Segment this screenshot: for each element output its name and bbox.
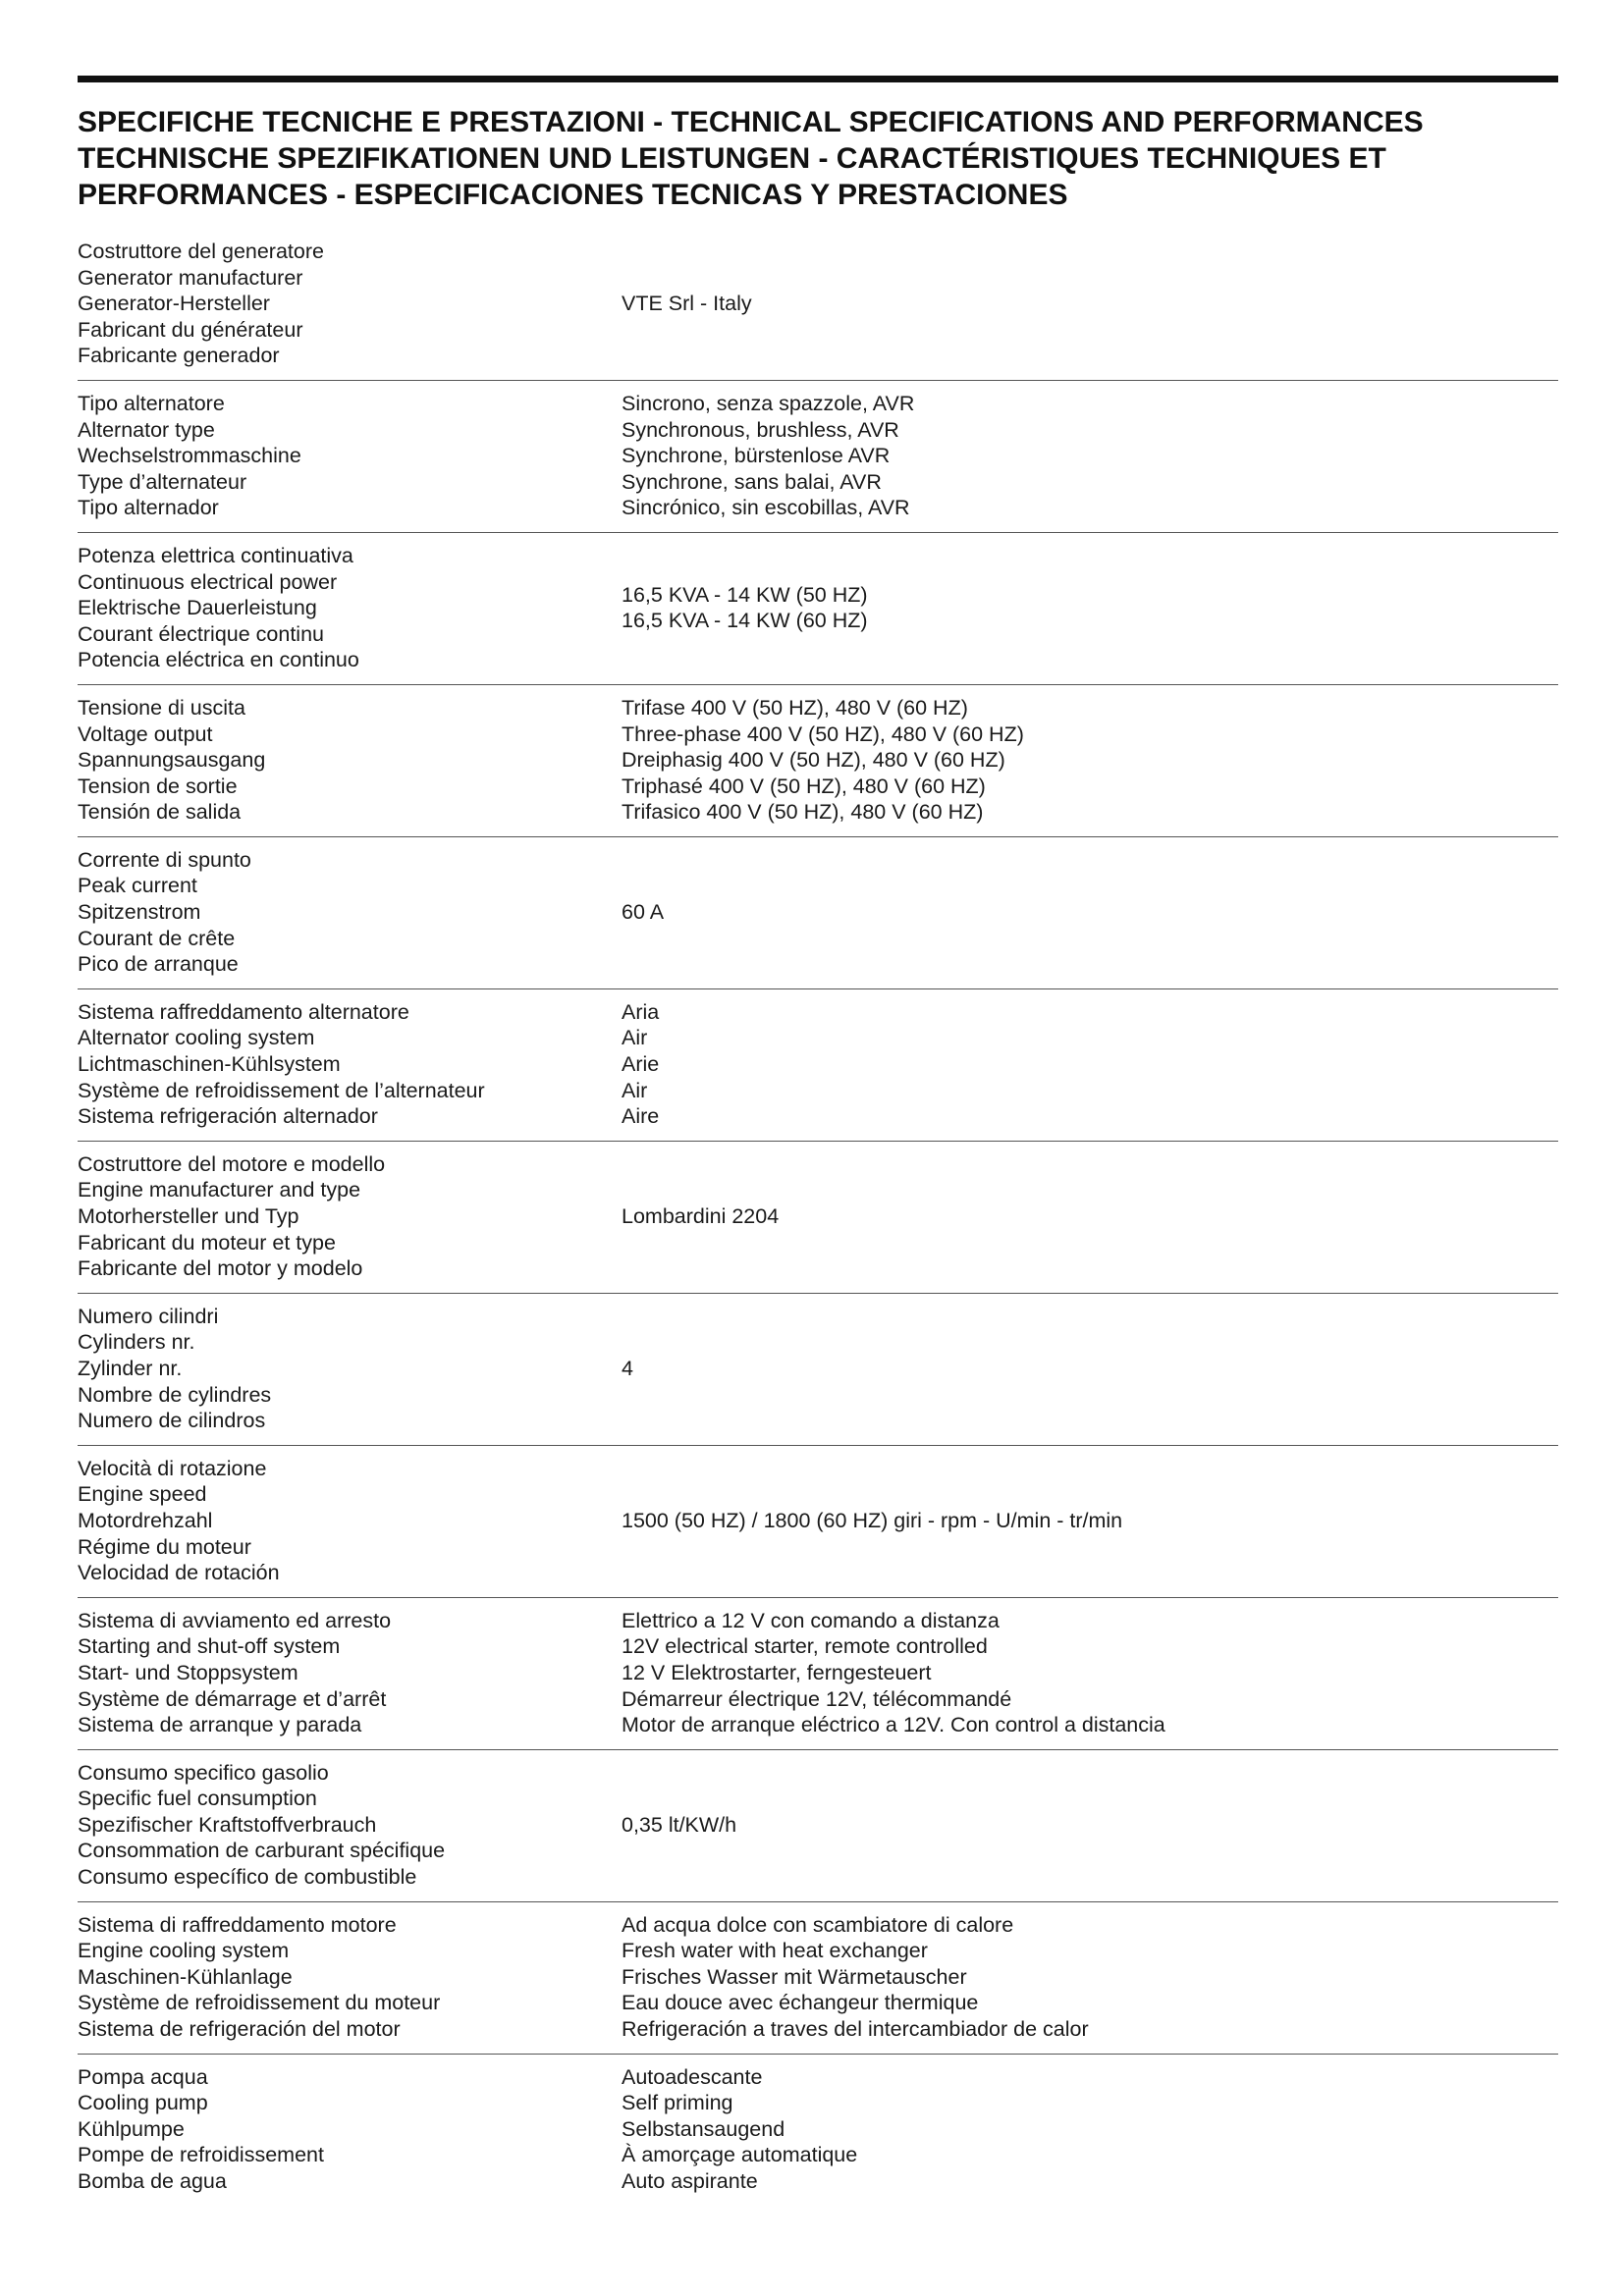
- spec-label: Système de refroidissement du moteur: [78, 1991, 441, 2015]
- spec-label: Elektrische Dauerleistung: [78, 596, 317, 620]
- spec-label: Costruttore del generatore: [78, 240, 324, 263]
- spec-label: Motorhersteller und Typ: [78, 1204, 299, 1228]
- spec-label: Régime du moteur: [78, 1534, 251, 1559]
- spec-value: Trifase 400 V (50 HZ), 480 V (60 HZ): [622, 695, 968, 720]
- spec-value: 16,5 KVA - 14 KW (50 HZ): [622, 582, 868, 607]
- spec-label: Système de refroidissement de l’alternateur: [78, 1078, 485, 1102]
- spec-label: Sistema de refrigeración del motor: [78, 2017, 401, 2042]
- title-line: TECHNISCHE SPEZIFIKATIONEN UND LEISTUNGEN - CARACTÉRISTIQUES TECHNIQUES ET: [78, 142, 1386, 175]
- spec-label: Cooling pump: [78, 2091, 208, 2115]
- spec-value: Trifasico 400 V (50 HZ), 480 V (60 HZ): [622, 800, 984, 825]
- spec-label: Numero cilindri: [78, 1304, 219, 1328]
- spec-label: Spezifischer Kraftstoffverbrauch: [78, 1812, 377, 1837]
- spec-value: Motor de arranque eléctrico a 12V. Con control a distancia: [622, 1713, 1165, 1737]
- spec-value: Aire: [622, 1104, 660, 1129]
- spec-label: Sistema raffreddamento alternatore: [78, 999, 409, 1024]
- spec-label: Specific fuel consumption: [78, 1787, 317, 1811]
- spec-label: Start- und Stoppsystem: [78, 1660, 298, 1684]
- spec-values: [622, 1356, 1558, 1382]
- spec-label: Maschinen-Kühlanlage: [78, 1964, 293, 1989]
- spec-label: Sistema de arranque y parada: [78, 1713, 362, 1737]
- spec-label: Kühlpumpe: [78, 2116, 185, 2141]
- spec-label: Bomba de agua: [78, 2169, 227, 2193]
- spec-values: [622, 1812, 1558, 1839]
- spec-label: Fabricant du moteur et type: [78, 1230, 336, 1255]
- spec-label: Starting and shut-off system: [78, 1634, 341, 1659]
- spec-values: [622, 999, 1558, 1130]
- spec-label: Spitzenstrom: [78, 900, 201, 925]
- spec-row: [78, 1598, 1558, 1750]
- spec-label: Type d’alternateur: [78, 469, 247, 494]
- spec-row: [78, 229, 1558, 381]
- spec-value: À amorçage automatique: [622, 2143, 858, 2167]
- spec-label: Lichtmaschinen-Kühlsystem: [78, 1052, 341, 1077]
- spec-label: Tipo alternador: [78, 496, 219, 520]
- spec-labels: [78, 1456, 622, 1586]
- spec-label: Voltage output: [78, 721, 213, 746]
- spec-row: [78, 2055, 1558, 2206]
- spec-values: [622, 582, 1558, 634]
- spec-label: Consumo específico de combustible: [78, 1865, 417, 1890]
- spec-value: Arie: [622, 1052, 660, 1077]
- spec-value: Refrigeración a traves del intercambiador de calor: [622, 2017, 1089, 2042]
- spec-label: Pico de arranque: [78, 952, 239, 977]
- spec-row: [78, 989, 1558, 1142]
- spec-values: [622, 1608, 1558, 1738]
- spec-value: Autoadescante: [622, 2064, 763, 2089]
- spec-value: Eau douce avec échangeur thermique: [622, 1991, 979, 2015]
- spec-label: Fabricante generador: [78, 344, 280, 368]
- spec-value: Dreiphasig 400 V (50 HZ), 480 V (60 HZ): [622, 748, 1005, 773]
- spec-value: Synchrone, bürstenlose AVR: [622, 444, 891, 468]
- spec-label: Tipo alternatore: [78, 391, 225, 415]
- title-line: PERFORMANCES - ESPECIFICACIONES TECNICAS Y PRESTACIONES: [78, 179, 1068, 211]
- spec-value: Elettrico a 12 V con comando a distanza: [622, 1608, 1000, 1632]
- spec-label: Sistema di raffreddamento motore: [78, 1912, 397, 1937]
- spec-values: [622, 1912, 1558, 2043]
- spec-label: Engine speed: [78, 1482, 207, 1507]
- spec-value: Auto aspirante: [622, 2169, 758, 2193]
- spec-labels: [78, 1151, 622, 1282]
- spec-value: Air: [622, 1026, 648, 1050]
- spec-value: Air: [622, 1078, 648, 1102]
- spec-label: Consommation de carburant spécifique: [78, 1839, 446, 1863]
- spec-labels: [78, 1304, 622, 1434]
- spec-labels: [78, 543, 622, 673]
- spec-label: Peak current: [78, 874, 197, 898]
- spec-labels: [78, 1912, 622, 2043]
- page-title: [78, 104, 1558, 213]
- spec-value: Triphasé 400 V (50 HZ), 480 V (60 HZ): [622, 774, 986, 798]
- spec-value: Fresh water with heat exchanger: [622, 1939, 928, 1963]
- spec-value: 12V electrical starter, remote controlled: [622, 1634, 988, 1659]
- spec-value: 1500 (50 HZ) / 1800 (60 HZ) giri - rpm - U/min - tr/min: [622, 1508, 1123, 1532]
- spec-label: Sistema refrigeración alternador: [78, 1104, 378, 1129]
- spec-row: [78, 837, 1558, 989]
- spec-row: [78, 1902, 1558, 2055]
- spec-label: Numero de cilindros: [78, 1409, 266, 1433]
- spec-labels: [78, 1760, 622, 1891]
- spec-value: Sincrono, senza spazzole, AVR: [622, 391, 915, 415]
- spec-label: Generator manufacturer: [78, 265, 303, 290]
- spec-values: [622, 695, 1558, 826]
- spec-label: Cylinders nr.: [78, 1330, 195, 1355]
- spec-labels: [78, 391, 622, 521]
- spec-label: Fabricante del motor y modelo: [78, 1256, 363, 1281]
- spec-row: [78, 1142, 1558, 1294]
- spec-value: VTE Srl - Italy: [622, 292, 752, 316]
- spec-label: Continuous electrical power: [78, 569, 338, 594]
- spec-value: Selbstansaugend: [622, 2116, 785, 2141]
- spec-label: Corrente di spunto: [78, 847, 251, 872]
- spec-value: Lombardini 2204: [622, 1204, 780, 1228]
- spec-label: Engine manufacturer and type: [78, 1178, 361, 1202]
- spec-value: Sincrónico, sin escobillas, AVR: [622, 496, 910, 520]
- spec-value: Aria: [622, 999, 660, 1024]
- spec-value: Self priming: [622, 2091, 733, 2115]
- spec-label: Fabricant du générateur: [78, 317, 303, 342]
- spec-label: Courant de crête: [78, 926, 236, 950]
- spec-value: 4: [622, 1356, 633, 1380]
- spec-row: [78, 381, 1558, 533]
- spec-row: [78, 1294, 1558, 1446]
- spec-value: Ad acqua dolce con scambiatore di calore: [622, 1912, 1014, 1937]
- spec-value: 0,35 lt/KW/h: [622, 1812, 737, 1837]
- spec-list: [78, 229, 1558, 2206]
- spec-labels: [78, 2064, 622, 2195]
- spec-values: [622, 1508, 1558, 1534]
- spec-label: Sistema di avviamento ed arresto: [78, 1608, 392, 1632]
- spec-value: Frisches Wasser mit Wärmetauscher: [622, 1964, 967, 1989]
- spec-label: Consumo specifico gasolio: [78, 1760, 329, 1785]
- spec-values: [622, 391, 1558, 521]
- spec-label: Courant électrique continu: [78, 621, 324, 646]
- spec-values: [622, 2064, 1558, 2195]
- spec-label: Potenza elettrica continuativa: [78, 543, 353, 567]
- spec-label: Spannungsausgang: [78, 748, 266, 773]
- spec-label: Tensione di uscita: [78, 695, 245, 720]
- spec-labels: [78, 695, 622, 826]
- spec-row: [78, 1446, 1558, 1598]
- spec-label: Alternator type: [78, 417, 215, 442]
- spec-label: Alternator cooling system: [78, 1026, 315, 1050]
- spec-label: Tensión de salida: [78, 800, 242, 825]
- spec-label: Potencia eléctrica en continuo: [78, 648, 359, 672]
- spec-label: Pompa acqua: [78, 2064, 208, 2089]
- spec-label: Système de démarrage et d’arrêt: [78, 1686, 387, 1711]
- spec-labels: [78, 999, 622, 1130]
- spec-value: Three-phase 400 V (50 HZ), 480 V (60 HZ): [622, 721, 1024, 746]
- spec-value: 16,5 KVA - 14 KW (60 HZ): [622, 609, 868, 633]
- spec-label: Velocità di rotazione: [78, 1456, 267, 1480]
- spec-label: Costruttore del motore e modello: [78, 1151, 386, 1176]
- spec-label: Generator-Hersteller: [78, 292, 270, 316]
- spec-label: Velocidad de rotación: [78, 1561, 280, 1585]
- spec-labels: [78, 1608, 622, 1738]
- spec-label: Motordrehzahl: [78, 1508, 213, 1532]
- spec-value: Démarreur électrique 12V, télécommandé: [622, 1686, 1012, 1711]
- spec-label: Nombre de cylindres: [78, 1382, 272, 1407]
- spec-values: [622, 899, 1558, 926]
- spec-value: 60 A: [622, 900, 665, 925]
- spec-row: [78, 685, 1558, 837]
- title-line: SPECIFICHE TECNICHE E PRESTAZIONI - TECHNICAL SPECIFICATIONS AND PERFORMANCES: [78, 106, 1424, 138]
- spec-row: [78, 533, 1558, 685]
- spec-sheet-page: [78, 76, 1558, 2206]
- spec-label: Pompe de refroidissement: [78, 2143, 324, 2167]
- spec-values: [622, 291, 1558, 317]
- spec-label: Wechselstrommaschine: [78, 444, 301, 468]
- spec-value: 12 V Elektrostarter, ferngesteuert: [622, 1660, 932, 1684]
- spec-values: [622, 1203, 1558, 1230]
- spec-value: Synchronous, brushless, AVR: [622, 417, 899, 442]
- spec-label: Zylinder nr.: [78, 1356, 183, 1380]
- spec-labels: [78, 239, 622, 369]
- spec-label: Engine cooling system: [78, 1939, 290, 1963]
- spec-row: [78, 1750, 1558, 1902]
- spec-label: Tension de sortie: [78, 774, 238, 798]
- spec-value: Synchrone, sans balai, AVR: [622, 469, 882, 494]
- top-rule: [78, 76, 1558, 82]
- spec-labels: [78, 847, 622, 978]
